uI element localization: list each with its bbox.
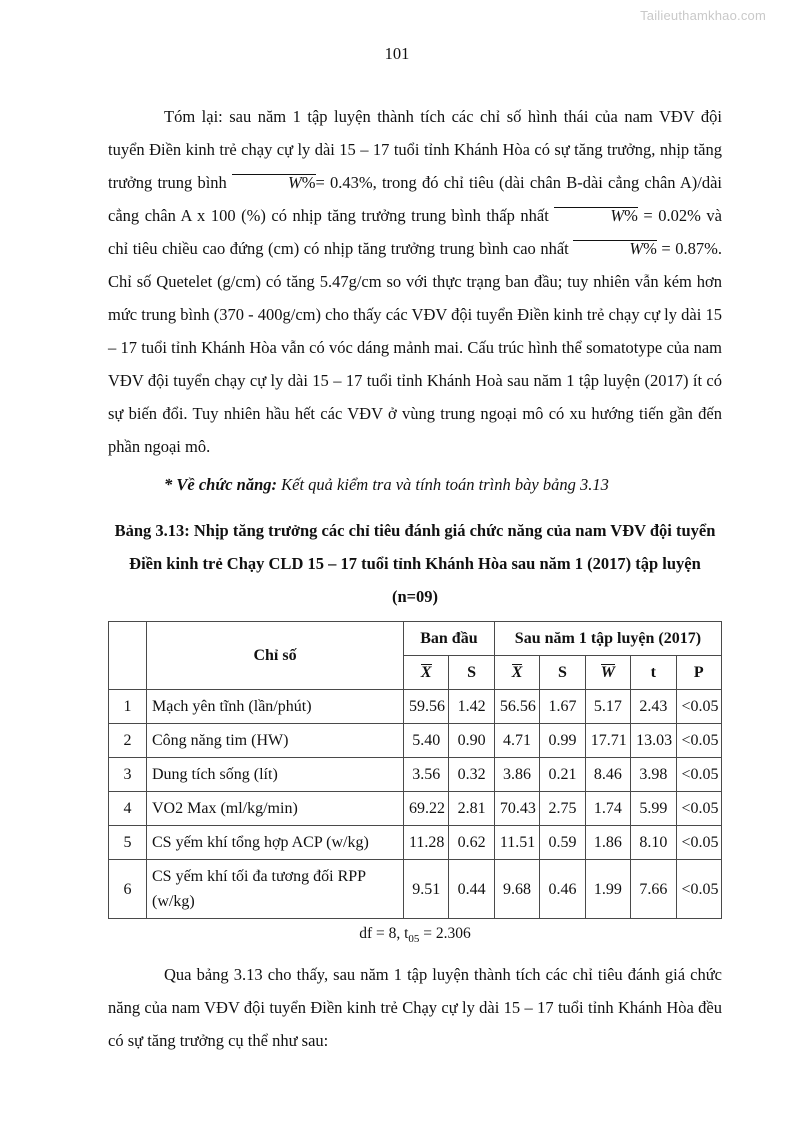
- cell-mean-after: 70.43: [494, 792, 539, 826]
- cell-p-value: <0.05: [676, 724, 721, 758]
- table-caption-line-1: Bảng 3.13: Nhịp tăng trưởng các chỉ tiêu đánh giá chức năng của nam VĐV đội tuyển: [114, 521, 716, 540]
- cell-metric-name: Công năng tim (HW): [147, 724, 404, 758]
- header-group-after: Sau năm 1 tập luyện (2017): [494, 622, 721, 656]
- cell-t-value: 2.43: [631, 690, 676, 724]
- header-growth-rate: W: [585, 656, 630, 690]
- function-note-line: [108, 463, 722, 501]
- cell-growth-rate: 5.17: [585, 690, 630, 724]
- summary-paragraph: [108, 100, 722, 463]
- footnote-pre: df = 8, t: [359, 925, 409, 942]
- watermark: Tailieuthamkhao.com: [640, 8, 766, 23]
- table-row: [109, 758, 722, 792]
- cell-growth-rate: 1.74: [585, 792, 630, 826]
- cell-t-value: 5.99: [631, 792, 676, 826]
- cell-sd-after: 2.75: [540, 792, 585, 826]
- footnote-subscript: 05: [408, 933, 420, 946]
- cell-p-value: <0.05: [676, 826, 721, 860]
- cell-growth-rate: 1.86: [585, 826, 630, 860]
- cell-t-value: 8.10: [631, 826, 676, 860]
- summary-segment-4: = 0.87%. Chỉ số Quetelet (g/cm) có tăng 5.47g/cm so với thực trạng ban đầu; tuy nhiên vẫn kém hơn mức trung bình (370 - 400g/cm) cho thấy các VĐV đội tuyển Điền kinh trẻ chạy cự ly dài 15 – 17 tuổi tỉnh Khánh Hòa vẫn có vóc dáng mảnh mai. Cấu trúc hình thể somatotype của nam VĐV đội tuyển chạy cự ly dài 15 – 17 tuổi tỉnh Khánh Hoà sau năm 1 tập luyện (2017) ít có sự biến đổi. Tuy nhiên hầu hết các VĐV ở vùng trung ngoại mô có xu hướng tiến gần đến phần ngoại mô.: [108, 239, 722, 456]
- growth-metrics-table: [108, 621, 722, 919]
- summary-segment-1: Tóm lại: sau năm 1 tập luyện thành tích các chỉ số hình thái của nam VĐV đội tuyển Điền kinh trẻ chạy cự ly dài 15 – 17 tuổi tỉnh Khánh Hòa có sự tăng trưởng, nhịp tăng trưởng trung bình: [108, 107, 722, 192]
- cell-mean-initial: 9.51: [404, 860, 449, 919]
- cell-index: 6: [109, 860, 147, 919]
- footnote-post: = 2.306: [419, 925, 471, 942]
- cell-mean-after: 3.86: [494, 758, 539, 792]
- header-metric-name: Chỉ số: [147, 622, 404, 690]
- cell-sd-initial: 0.90: [449, 724, 494, 758]
- table-caption-line-2: Điền kinh trẻ Chạy CLD 15 – 17 tuổi tỉnh Khánh Hòa sau năm 1 (2017) tập luyện: [129, 554, 701, 573]
- header-sd-after: S: [540, 656, 585, 690]
- cell-sd-after: 1.67: [540, 690, 585, 724]
- cell-sd-initial: 0.32: [449, 758, 494, 792]
- header-group-initial: Ban đầu: [404, 622, 495, 656]
- table-body: [109, 690, 722, 919]
- header-index: [109, 622, 147, 690]
- table-caption-line-3: (n=09): [391, 587, 439, 606]
- cell-metric-name: CS yếm khí tối đa tương đối RPP (w/kg): [147, 860, 404, 919]
- table-footnote: [108, 919, 722, 952]
- cell-mean-initial: 3.56: [404, 758, 449, 792]
- cell-index: 2: [109, 724, 147, 758]
- cell-t-value: 13.03: [631, 724, 676, 758]
- cell-metric-name: CS yếm khí tổng hợp ACP (w/kg): [147, 826, 404, 860]
- table-row: [109, 792, 722, 826]
- cell-metric-name: VO2 Max (ml/kg/min): [147, 792, 404, 826]
- cell-sd-after: 0.46: [540, 860, 585, 919]
- cell-mean-after: 11.51: [494, 826, 539, 860]
- table-row: [109, 690, 722, 724]
- cell-sd-after: 0.99: [540, 724, 585, 758]
- cell-mean-after: 9.68: [494, 860, 539, 919]
- cell-p-value: <0.05: [676, 690, 721, 724]
- cell-growth-rate: 8.46: [585, 758, 630, 792]
- header-t-value: t: [631, 656, 676, 690]
- page-content: [108, 100, 722, 1057]
- header-mean-initial: X: [404, 656, 449, 690]
- cell-index: 1: [109, 690, 147, 724]
- w-bar-percent-symbol-3: W%: [573, 240, 657, 258]
- cell-mean-initial: 69.22: [404, 792, 449, 826]
- header-p-value: P: [676, 656, 721, 690]
- cell-mean-initial: 59.56: [404, 690, 449, 724]
- table-caption: [108, 501, 722, 613]
- post-table-paragraph: Qua bảng 3.13 cho thấy, sau năm 1 tập luyện thành tích các chỉ tiêu đánh giá chức năng của nam VĐV đội tuyển Điền kinh trẻ Chạy cự ly dài 15 – 17 tuổi tỉnh Khánh Hòa đều có sự tăng trưởng cụ thể như sau:: [108, 965, 722, 1051]
- cell-p-value: <0.05: [676, 860, 721, 919]
- cell-metric-name: Dung tích sống (lít): [147, 758, 404, 792]
- table-row: [109, 826, 722, 860]
- cell-growth-rate: 17.71: [585, 724, 630, 758]
- cell-t-value: 7.66: [631, 860, 676, 919]
- cell-sd-initial: 1.42: [449, 690, 494, 724]
- cell-index: 5: [109, 826, 147, 860]
- header-mean-after: X: [494, 656, 539, 690]
- header-sd-initial: S: [449, 656, 494, 690]
- function-note-text: Kết quả kiểm tra và tính toán trình bày bảng 3.13: [277, 475, 609, 494]
- page-number: 101: [384, 44, 410, 63]
- w-bar-percent-symbol-2: W%: [554, 207, 638, 225]
- cell-sd-initial: 2.81: [449, 792, 494, 826]
- w-bar-percent-symbol-1: W%: [232, 174, 316, 192]
- cell-mean-initial: 11.28: [404, 826, 449, 860]
- cell-p-value: <0.05: [676, 792, 721, 826]
- cell-t-value: 3.98: [631, 758, 676, 792]
- cell-sd-after: 0.21: [540, 758, 585, 792]
- summary-segment-2: = 0.43%, trong đó chỉ tiêu (dài chân B-dài cẳng chân A)/dài cẳng chân A x 100 (%) có nhịp tăng trưởng trung bình thấp nhất: [108, 173, 722, 225]
- cell-sd-initial: 0.44: [449, 860, 494, 919]
- cell-p-value: <0.05: [676, 758, 721, 792]
- table-row: [109, 724, 722, 758]
- table-header-row-groups: [109, 622, 722, 656]
- summary-segment-3: = 0.02% và chỉ tiêu chiều cao đứng (cm) có nhịp tăng trưởng trung bình cao nhất: [108, 206, 723, 258]
- table-row: [109, 860, 722, 919]
- cell-index: 4: [109, 792, 147, 826]
- cell-index: 3: [109, 758, 147, 792]
- cell-mean-initial: 5.40: [404, 724, 449, 758]
- cell-metric-name: Mạch yên tĩnh (lần/phút): [147, 690, 404, 724]
- table-head: [109, 622, 722, 690]
- function-note-label: * Về chức năng:: [164, 475, 278, 494]
- cell-sd-initial: 0.62: [449, 826, 494, 860]
- cell-sd-after: 0.59: [540, 826, 585, 860]
- cell-growth-rate: 1.99: [585, 860, 630, 919]
- cell-mean-after: 56.56: [494, 690, 539, 724]
- cell-mean-after: 4.71: [494, 724, 539, 758]
